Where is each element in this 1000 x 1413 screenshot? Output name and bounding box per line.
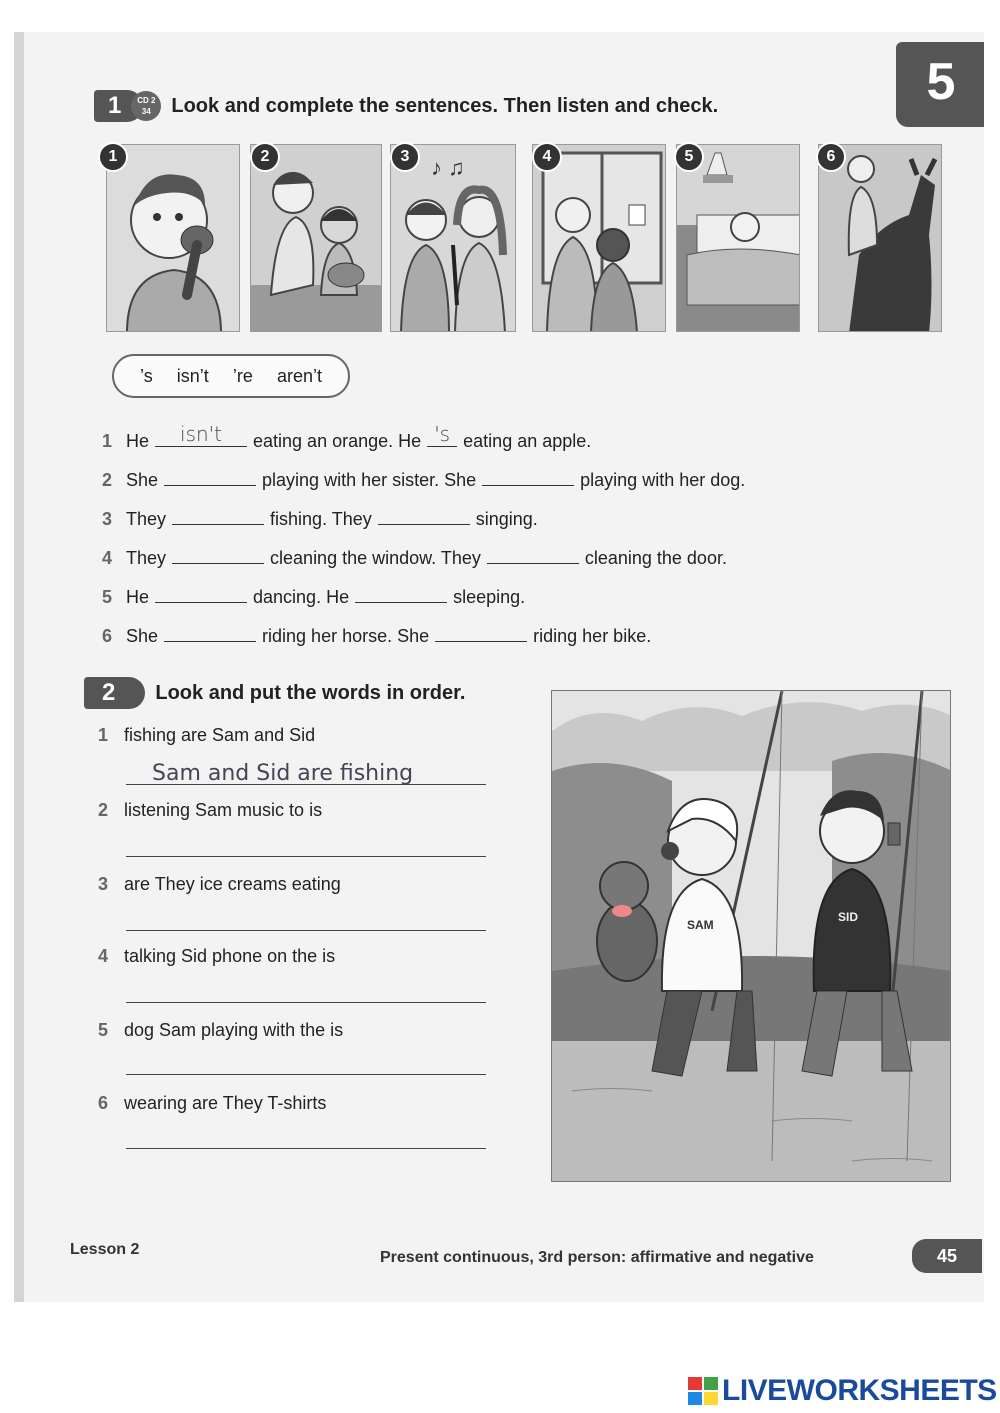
picture-6-girl-riding-horse [818, 144, 942, 332]
cd-track: 34 [141, 107, 151, 116]
picture-5-boy-sleeping [676, 144, 800, 332]
answer-text: isn't [180, 422, 223, 446]
picture-number-2: 2 [250, 142, 280, 172]
exercise-1-header [94, 90, 718, 122]
item-number: 3 [98, 874, 109, 894]
exercise-2-header [84, 677, 465, 709]
answer-blank[interactable] [155, 584, 247, 603]
cd-label: CD 2 [137, 96, 156, 105]
answer-blank[interactable] [427, 422, 457, 447]
item-number: 2 [98, 800, 109, 820]
order-item-6 [98, 1093, 326, 1114]
chapter-tab: 5 [896, 42, 984, 127]
liveworksheets-watermark [688, 1374, 997, 1408]
exercise-2-number: 2 [84, 677, 145, 709]
answer-blank[interactable] [155, 422, 247, 447]
answer-line-2[interactable] [126, 832, 486, 857]
sentence-number: 2 [102, 470, 113, 490]
sentence-middle: playing with her sister. She [262, 470, 477, 490]
answer-text: 's [434, 422, 451, 446]
svg-text:♪ ♫: ♪ ♫ [431, 155, 465, 180]
word-bank [112, 354, 350, 398]
sentence-number: 3 [102, 509, 113, 529]
exercise-2-title: Look and put the words in order. [155, 681, 466, 704]
sentence-middle: eating an orange. He [253, 431, 422, 451]
picture-number-3: 3 [390, 142, 420, 172]
order-item-2 [98, 800, 322, 821]
answer-blank[interactable] [172, 506, 264, 525]
scrambled-words: are They ice creams eating [124, 874, 341, 894]
shirt-label-sid: SID [838, 910, 859, 924]
page-number: 45 [912, 1239, 982, 1273]
sentence-subject: They [126, 509, 167, 529]
sentence-number: 5 [102, 587, 113, 607]
sentence-subject: She [126, 626, 159, 646]
liveworksheets-text: LIVEWORKSHEETS [722, 1374, 997, 1407]
order-item-4 [98, 946, 335, 967]
scrambled-words: listening Sam music to is [124, 800, 323, 820]
word-bank-item: aren’t [276, 365, 322, 386]
sentence-middle: dancing. He [253, 587, 350, 607]
answer-blank[interactable] [482, 467, 574, 486]
scrambled-words: talking Sid phone on the is [124, 946, 336, 966]
picture-3-kids-singing [390, 144, 516, 332]
order-item-3 [98, 874, 341, 895]
answer-blank[interactable] [355, 584, 447, 603]
sentence-4 [102, 545, 727, 569]
sentence-subject: They [126, 548, 167, 568]
exercise-1-number: 1 [94, 90, 143, 122]
sentence-3 [102, 506, 538, 530]
answer-blank[interactable] [435, 623, 527, 642]
sentence-1 [102, 422, 592, 452]
sentence-middle: cleaning the window. They [270, 548, 481, 568]
item-number: 1 [98, 725, 109, 745]
answer-blank[interactable] [378, 506, 470, 525]
scrambled-words: dog Sam playing with the is [124, 1020, 344, 1040]
fishing-scene-illustration [551, 690, 951, 1182]
picture-4-boys-cleaning-window [532, 144, 666, 332]
workbook-page [14, 32, 984, 1302]
picture-number-1: 1 [98, 142, 128, 172]
sentence-5 [102, 584, 525, 608]
sentence-6 [102, 623, 651, 647]
picture-1-boy-eating [106, 144, 240, 332]
sentence-subject: She [126, 470, 159, 490]
word-bank-item: ’s [140, 365, 153, 386]
order-item-5 [98, 1020, 343, 1041]
item-number: 5 [98, 1020, 109, 1040]
picture-number-5: 5 [674, 142, 704, 172]
sentence-number: 4 [102, 548, 113, 568]
sentence-end: cleaning the door. [584, 548, 727, 568]
scrambled-words: fishing are Sam and Sid [124, 725, 316, 745]
answer-line-5[interactable] [126, 1050, 486, 1075]
sentence-2 [102, 467, 745, 491]
word-bank-item: ’re [232, 365, 253, 386]
order-item-1 [98, 725, 315, 746]
answer-blank[interactable] [164, 467, 256, 486]
sentence-number: 6 [102, 626, 113, 646]
picture-number-4: 4 [532, 142, 562, 172]
sentence-end: playing with her dog. [580, 470, 746, 490]
word-bank-item: isn’t [176, 365, 209, 386]
answer-line-1[interactable] [126, 760, 486, 785]
liveworksheets-logo-icon [688, 1377, 718, 1405]
sentence-subject: He [126, 431, 150, 451]
answer-text: Sam and Sid are fishing [152, 761, 414, 786]
sentence-end: riding her bike. [533, 626, 652, 646]
answer-blank[interactable] [172, 545, 264, 564]
sentence-end: sleeping. [453, 587, 526, 607]
picture-number-6: 6 [816, 142, 846, 172]
lesson-label: Lesson 2 [70, 1241, 140, 1258]
answer-line-4[interactable] [126, 978, 486, 1003]
sentence-middle: riding her horse. She [262, 626, 430, 646]
cd-track-icon [131, 91, 161, 121]
answer-blank[interactable] [487, 545, 579, 564]
sentence-number: 1 [102, 431, 113, 451]
grammar-topic: Present continuous, 3rd person: affirmative and negative [380, 1249, 814, 1266]
sentence-end: singing. [475, 509, 538, 529]
picture-2-girls-with-dog [250, 144, 382, 332]
shirt-label-sam: SAM [687, 918, 714, 932]
answer-blank[interactable] [164, 623, 256, 642]
sentence-middle: fishing. They [270, 509, 372, 529]
scrambled-words: wearing are They T-shirts [124, 1093, 327, 1113]
answer-line-3[interactable] [126, 906, 486, 931]
sentence-end: eating an apple. [463, 431, 592, 451]
item-number: 6 [98, 1093, 109, 1113]
exercise-1-title: Look and complete the sentences. Then listen and check. [171, 94, 719, 117]
sentence-subject: He [126, 587, 150, 607]
item-number: 4 [98, 946, 109, 966]
answer-line-6[interactable] [126, 1124, 486, 1149]
